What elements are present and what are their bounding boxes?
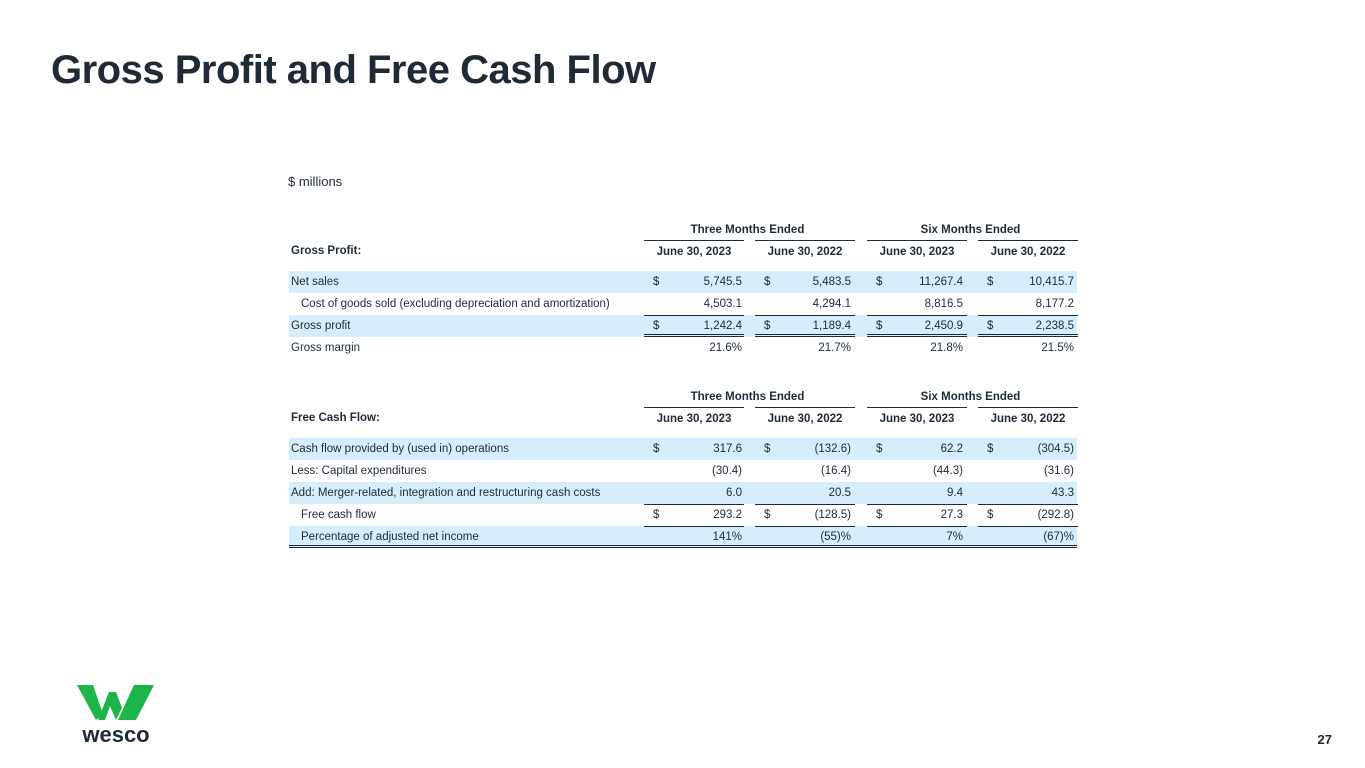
slide-title: Gross Profit and Free Cash Flow xyxy=(51,48,656,92)
group-header-six-months: Six Months Ended xyxy=(920,224,1021,236)
table-cell: (67)% xyxy=(1043,531,1074,543)
group-header-three-months: Three Months Ended xyxy=(690,224,805,236)
currency-symbol: $ xyxy=(987,443,994,455)
table-cell: 27.3 xyxy=(940,509,963,521)
table-cell: 1,189.4 xyxy=(812,320,851,332)
column-header: June 30, 2023 xyxy=(644,407,744,429)
column-header: June 30, 2023 xyxy=(867,240,967,262)
table-cell: 293.2 xyxy=(713,509,742,521)
table-row xyxy=(289,460,1077,482)
table-cell: 7% xyxy=(946,531,963,543)
table-cell: 1,242.4 xyxy=(703,320,742,332)
table-row xyxy=(289,337,1077,359)
currency-symbol: $ xyxy=(764,509,771,521)
table-cell: 21.6% xyxy=(709,342,742,354)
currency-symbol: $ xyxy=(876,320,883,332)
table-cell: 141% xyxy=(712,531,742,543)
table-cell: 5,483.5 xyxy=(812,276,851,288)
table-cell: (128.5) xyxy=(814,509,851,521)
currency-symbol: $ xyxy=(876,509,883,521)
table-cell: 317.6 xyxy=(713,443,742,455)
table-cell: 4,503.1 xyxy=(703,298,742,310)
logo-wordmark: wesco xyxy=(82,722,150,747)
row-label: Gross margin xyxy=(291,342,361,354)
row-label: Net sales xyxy=(291,276,339,288)
currency-symbol: $ xyxy=(987,320,994,332)
row-label: Less: Capital expenditures xyxy=(291,465,427,477)
table-cell: 2,238.5 xyxy=(1035,320,1074,332)
currency-symbol: $ xyxy=(653,509,660,521)
table-cell: 20.5 xyxy=(828,487,851,499)
column-header: June 30, 2022 xyxy=(755,407,855,429)
table-cell: 4,294.1 xyxy=(812,298,851,310)
currency-symbol: $ xyxy=(764,320,771,332)
table-cell: 62.2 xyxy=(940,443,963,455)
units-label: $ millions xyxy=(288,174,343,189)
table-cell: 43.3 xyxy=(1051,487,1074,499)
table-cell: (132.6) xyxy=(814,443,851,455)
table-row xyxy=(289,293,1077,315)
table-cell: 5,745.5 xyxy=(703,276,742,288)
table-cell: 8,177.2 xyxy=(1035,298,1074,310)
table-cell: 8,816.5 xyxy=(924,298,963,310)
table-row xyxy=(289,438,1077,460)
table-cell: 2,450.9 xyxy=(924,320,963,332)
column-header: June 30, 2023 xyxy=(644,240,744,262)
currency-symbol: $ xyxy=(764,443,771,455)
column-header-row xyxy=(289,407,1077,429)
table-row xyxy=(289,315,1077,337)
column-header-row xyxy=(289,240,1077,262)
table-cell: 21.7% xyxy=(818,342,851,354)
table-cell: (304.5) xyxy=(1037,443,1074,455)
group-header-three-months: Three Months Ended xyxy=(690,391,805,403)
table-cell: (16.4) xyxy=(820,465,851,477)
table-cell: 6.0 xyxy=(726,487,742,499)
column-header: June 30, 2023 xyxy=(867,407,967,429)
table-row xyxy=(289,504,1077,526)
free-cash-flow-table xyxy=(289,387,1077,548)
group-header-six-months: Six Months Ended xyxy=(920,391,1021,403)
currency-symbol: $ xyxy=(876,443,883,455)
table-cell: 10,415.7 xyxy=(1029,276,1074,288)
table-cell: (55)% xyxy=(820,531,851,543)
section-title: Gross Profit: xyxy=(291,245,362,257)
table-row xyxy=(289,526,1077,548)
row-label: Gross profit xyxy=(291,320,351,332)
row-label: Percentage of adjusted net income xyxy=(301,531,479,543)
table-cell: (30.4) xyxy=(711,465,742,477)
table-cell: 9.4 xyxy=(947,487,963,499)
column-header: June 30, 2022 xyxy=(978,240,1078,262)
section-title: Free Cash Flow: xyxy=(291,412,380,424)
currency-symbol: $ xyxy=(653,276,660,288)
row-label: Add: Merger-related, integration and restructuring cash costs xyxy=(291,487,601,499)
table-cell: (31.6) xyxy=(1043,465,1074,477)
column-header: June 30, 2022 xyxy=(978,407,1078,429)
table-cell: (44.3) xyxy=(932,465,963,477)
table-cell: (292.8) xyxy=(1037,509,1074,521)
table-cell: 21.5% xyxy=(1041,342,1074,354)
table-cell: 11,267.4 xyxy=(919,276,963,288)
gross-profit-table xyxy=(289,220,1077,359)
table-cell: 21.8% xyxy=(930,342,963,354)
currency-symbol: $ xyxy=(987,276,994,288)
currency-symbol: $ xyxy=(653,443,660,455)
currency-symbol: $ xyxy=(764,276,771,288)
currency-symbol: $ xyxy=(653,320,660,332)
row-label: Cash flow provided by (used in) operations xyxy=(291,443,509,455)
table-row xyxy=(289,271,1077,293)
page-number: 27 xyxy=(1317,732,1332,747)
currency-symbol: $ xyxy=(987,509,994,521)
row-label: Cost of goods sold (excluding depreciation and amortization) xyxy=(301,298,610,310)
column-header: June 30, 2022 xyxy=(755,240,855,262)
row-label: Free cash flow xyxy=(301,509,376,521)
table-row xyxy=(289,482,1077,504)
currency-symbol: $ xyxy=(876,276,883,288)
